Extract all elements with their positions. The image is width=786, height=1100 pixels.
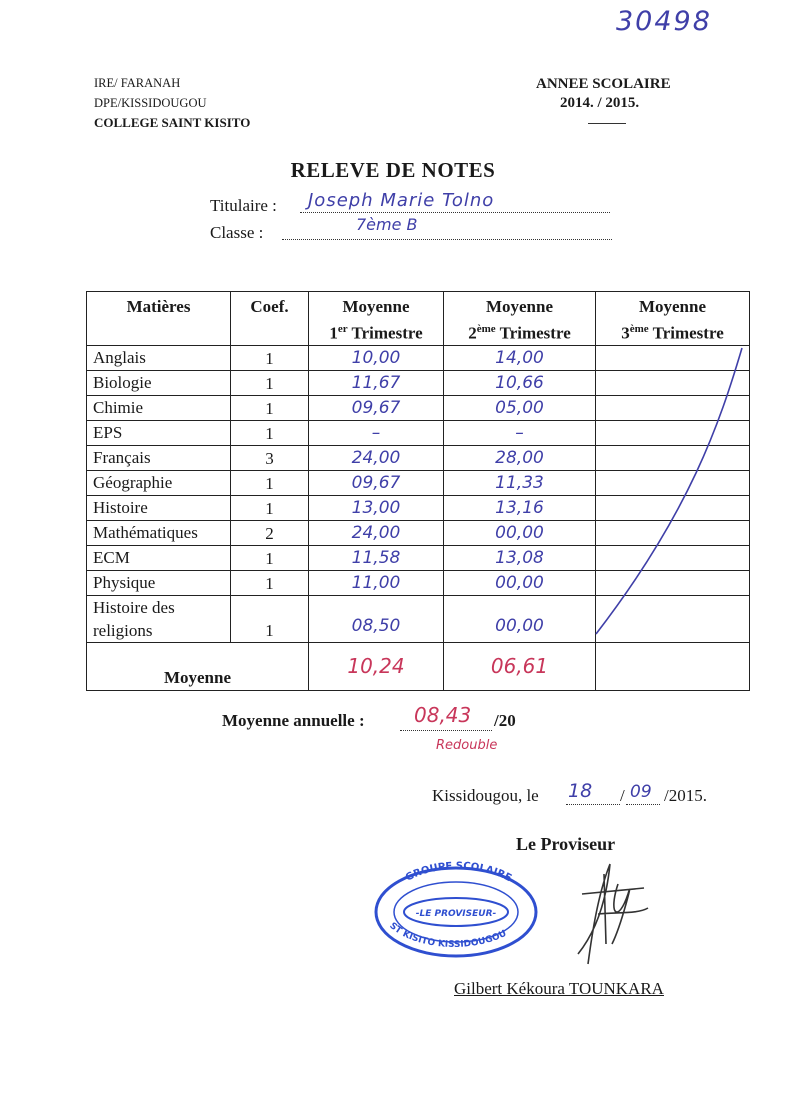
t2-grade-cell: – [444, 420, 596, 445]
t3-header-word: Trimestre [648, 323, 724, 343]
t2-grade-cell: 13,16 [444, 495, 596, 520]
col-header-trimestre-3 [596, 292, 750, 346]
t1-grade-cell: 24,00 [309, 445, 444, 470]
annee-divider [588, 123, 626, 124]
t2-grade-cell: 14,00 [444, 345, 596, 370]
coef-cell: 1 [231, 395, 309, 420]
coef-cell: 1 [231, 470, 309, 495]
moyenne-annuelle-value: 08,43 [414, 703, 472, 727]
titulaire-value: Joseph Marie Tolno [308, 190, 495, 211]
table-header-row [87, 292, 750, 346]
t3-header-sup: ème [629, 323, 649, 335]
coef-cell: 1 [231, 495, 309, 520]
moyenne-annuelle-dotted-line [400, 730, 492, 731]
subject-line2: religions [93, 620, 153, 640]
coef-cell: 1 [231, 545, 309, 570]
subject-line1: Histoire des [93, 597, 175, 617]
stamp-center: -LE PROVISEUR- [415, 909, 497, 919]
document-title: RELEVE DE NOTES [290, 158, 496, 182]
header-ire: IRE/ FARANAH [94, 76, 181, 90]
date-prefix: Kissidougou, le [432, 786, 539, 805]
strike-through-line [590, 342, 750, 642]
date-year: /2015. [664, 786, 707, 805]
subject-cell: Français [87, 445, 231, 470]
t2-grade-cell: 13,08 [444, 545, 596, 570]
titulaire-label: Titulaire : [210, 196, 277, 215]
coef-cell: 2 [231, 520, 309, 545]
t1-header-line1: Moyenne [342, 297, 410, 316]
col-header-trimestre-1 [309, 292, 444, 346]
stamp-outer-bottom: ST KISITO KISSIDOUGOU [387, 921, 509, 950]
t3-moyenne-cell [596, 642, 750, 690]
titulaire-dotted-line [300, 212, 610, 213]
coef-cell: 1 [231, 570, 309, 595]
t3-header-num: 3 [621, 323, 630, 343]
classe-label: Classe : [210, 223, 264, 242]
moyenne-row [87, 642, 750, 690]
moyenne-annuelle-label: Moyenne annuelle : [222, 711, 365, 730]
moyenne-label: Moyenne [87, 642, 309, 690]
t2-header-num: 2 [468, 323, 477, 343]
t1-grade-cell: 24,00 [309, 520, 444, 545]
subject-cell: Histoire [87, 495, 231, 520]
t2-grade-cell: 10,66 [444, 370, 596, 395]
t2-grade-cell: 11,33 [444, 470, 596, 495]
t2-grade-cell: 00,00 [444, 595, 596, 642]
annee-scolaire-year: 2014. / 2015. [560, 95, 640, 111]
t1-grade-cell: 11,67 [309, 370, 444, 395]
date-month: 09 [630, 782, 652, 802]
proviseur-name: Gilbert Kékoura TOUNKARA [454, 979, 664, 998]
official-stamp [368, 854, 548, 964]
t1-header-sup: er [337, 323, 348, 335]
coef-cell: 1 [231, 595, 309, 642]
signature [548, 854, 658, 974]
t1-grade-cell: 11,00 [309, 570, 444, 595]
t1-grade-cell: 10,00 [309, 345, 444, 370]
proviseur-title: Le Proviseur [516, 834, 616, 854]
subject-cell: ECM [87, 545, 231, 570]
subject-cell: Mathématiques [87, 520, 231, 545]
subject-cell: EPS [87, 420, 231, 445]
date-month-dotted-line [626, 804, 660, 805]
t1-grade-cell: 13,00 [309, 495, 444, 520]
col-header-trimestre-2 [444, 292, 596, 346]
subject-cell: Anglais [87, 345, 231, 370]
t2-header-word: Trimestre [495, 323, 571, 343]
subject-cell [87, 595, 231, 642]
t2-header-sup: ème [476, 323, 496, 335]
coef-cell: 1 [231, 345, 309, 370]
document-number: 30498 [616, 6, 712, 37]
t1-grade-cell: 11,58 [309, 545, 444, 570]
moyenne-annuelle-suffix: /20 [494, 711, 516, 730]
coef-cell: 3 [231, 445, 309, 470]
t2-moyenne-cell: 06,61 [444, 642, 596, 690]
date-day-dotted-line [566, 804, 620, 805]
classe-value: 7ème B [356, 215, 418, 234]
decision-redouble: Redouble [436, 738, 498, 753]
svg-text:GROUPE SCOLAIRE [404, 861, 513, 884]
header-dpe: DPE/KISSIDOUGOU [94, 96, 207, 110]
t2-grade-cell: 00,00 [444, 570, 596, 595]
subject-cell: Physique [87, 570, 231, 595]
header-college: COLLEGE SAINT KISITO [94, 115, 251, 130]
t1-grade-cell: 08,50 [309, 595, 444, 642]
date-separator: / [620, 786, 625, 805]
t1-grade-cell: 09,67 [309, 470, 444, 495]
subject-cell: Géographie [87, 470, 231, 495]
col-header-matieres: Matières [87, 292, 231, 346]
t1-grade-cell: 09,67 [309, 395, 444, 420]
t2-grade-cell: 00,00 [444, 520, 596, 545]
coef-cell: 1 [231, 420, 309, 445]
t2-grade-cell: 28,00 [444, 445, 596, 470]
subject-cell: Chimie [87, 395, 231, 420]
t2-header-line1: Moyenne [485, 297, 554, 316]
col-header-coef: Coef. [231, 292, 309, 346]
t2-grade-cell: 05,00 [444, 395, 596, 420]
t1-moyenne-cell: 10,24 [309, 642, 444, 690]
t1-header-num: 1 [329, 323, 338, 343]
t3-header-line1: Moyenne [638, 297, 707, 316]
coef-cell: 1 [231, 370, 309, 395]
subject-cell: Biologie [87, 370, 231, 395]
stamp-outer-top: GROUPE SCOLAIRE [403, 860, 514, 885]
annee-scolaire-label: ANNEE SCOLAIRE [536, 76, 671, 92]
t1-header-word: Trimestre [347, 323, 423, 343]
date-day: 18 [568, 780, 593, 802]
classe-dotted-line [282, 239, 612, 240]
t1-grade-cell: – [309, 420, 444, 445]
